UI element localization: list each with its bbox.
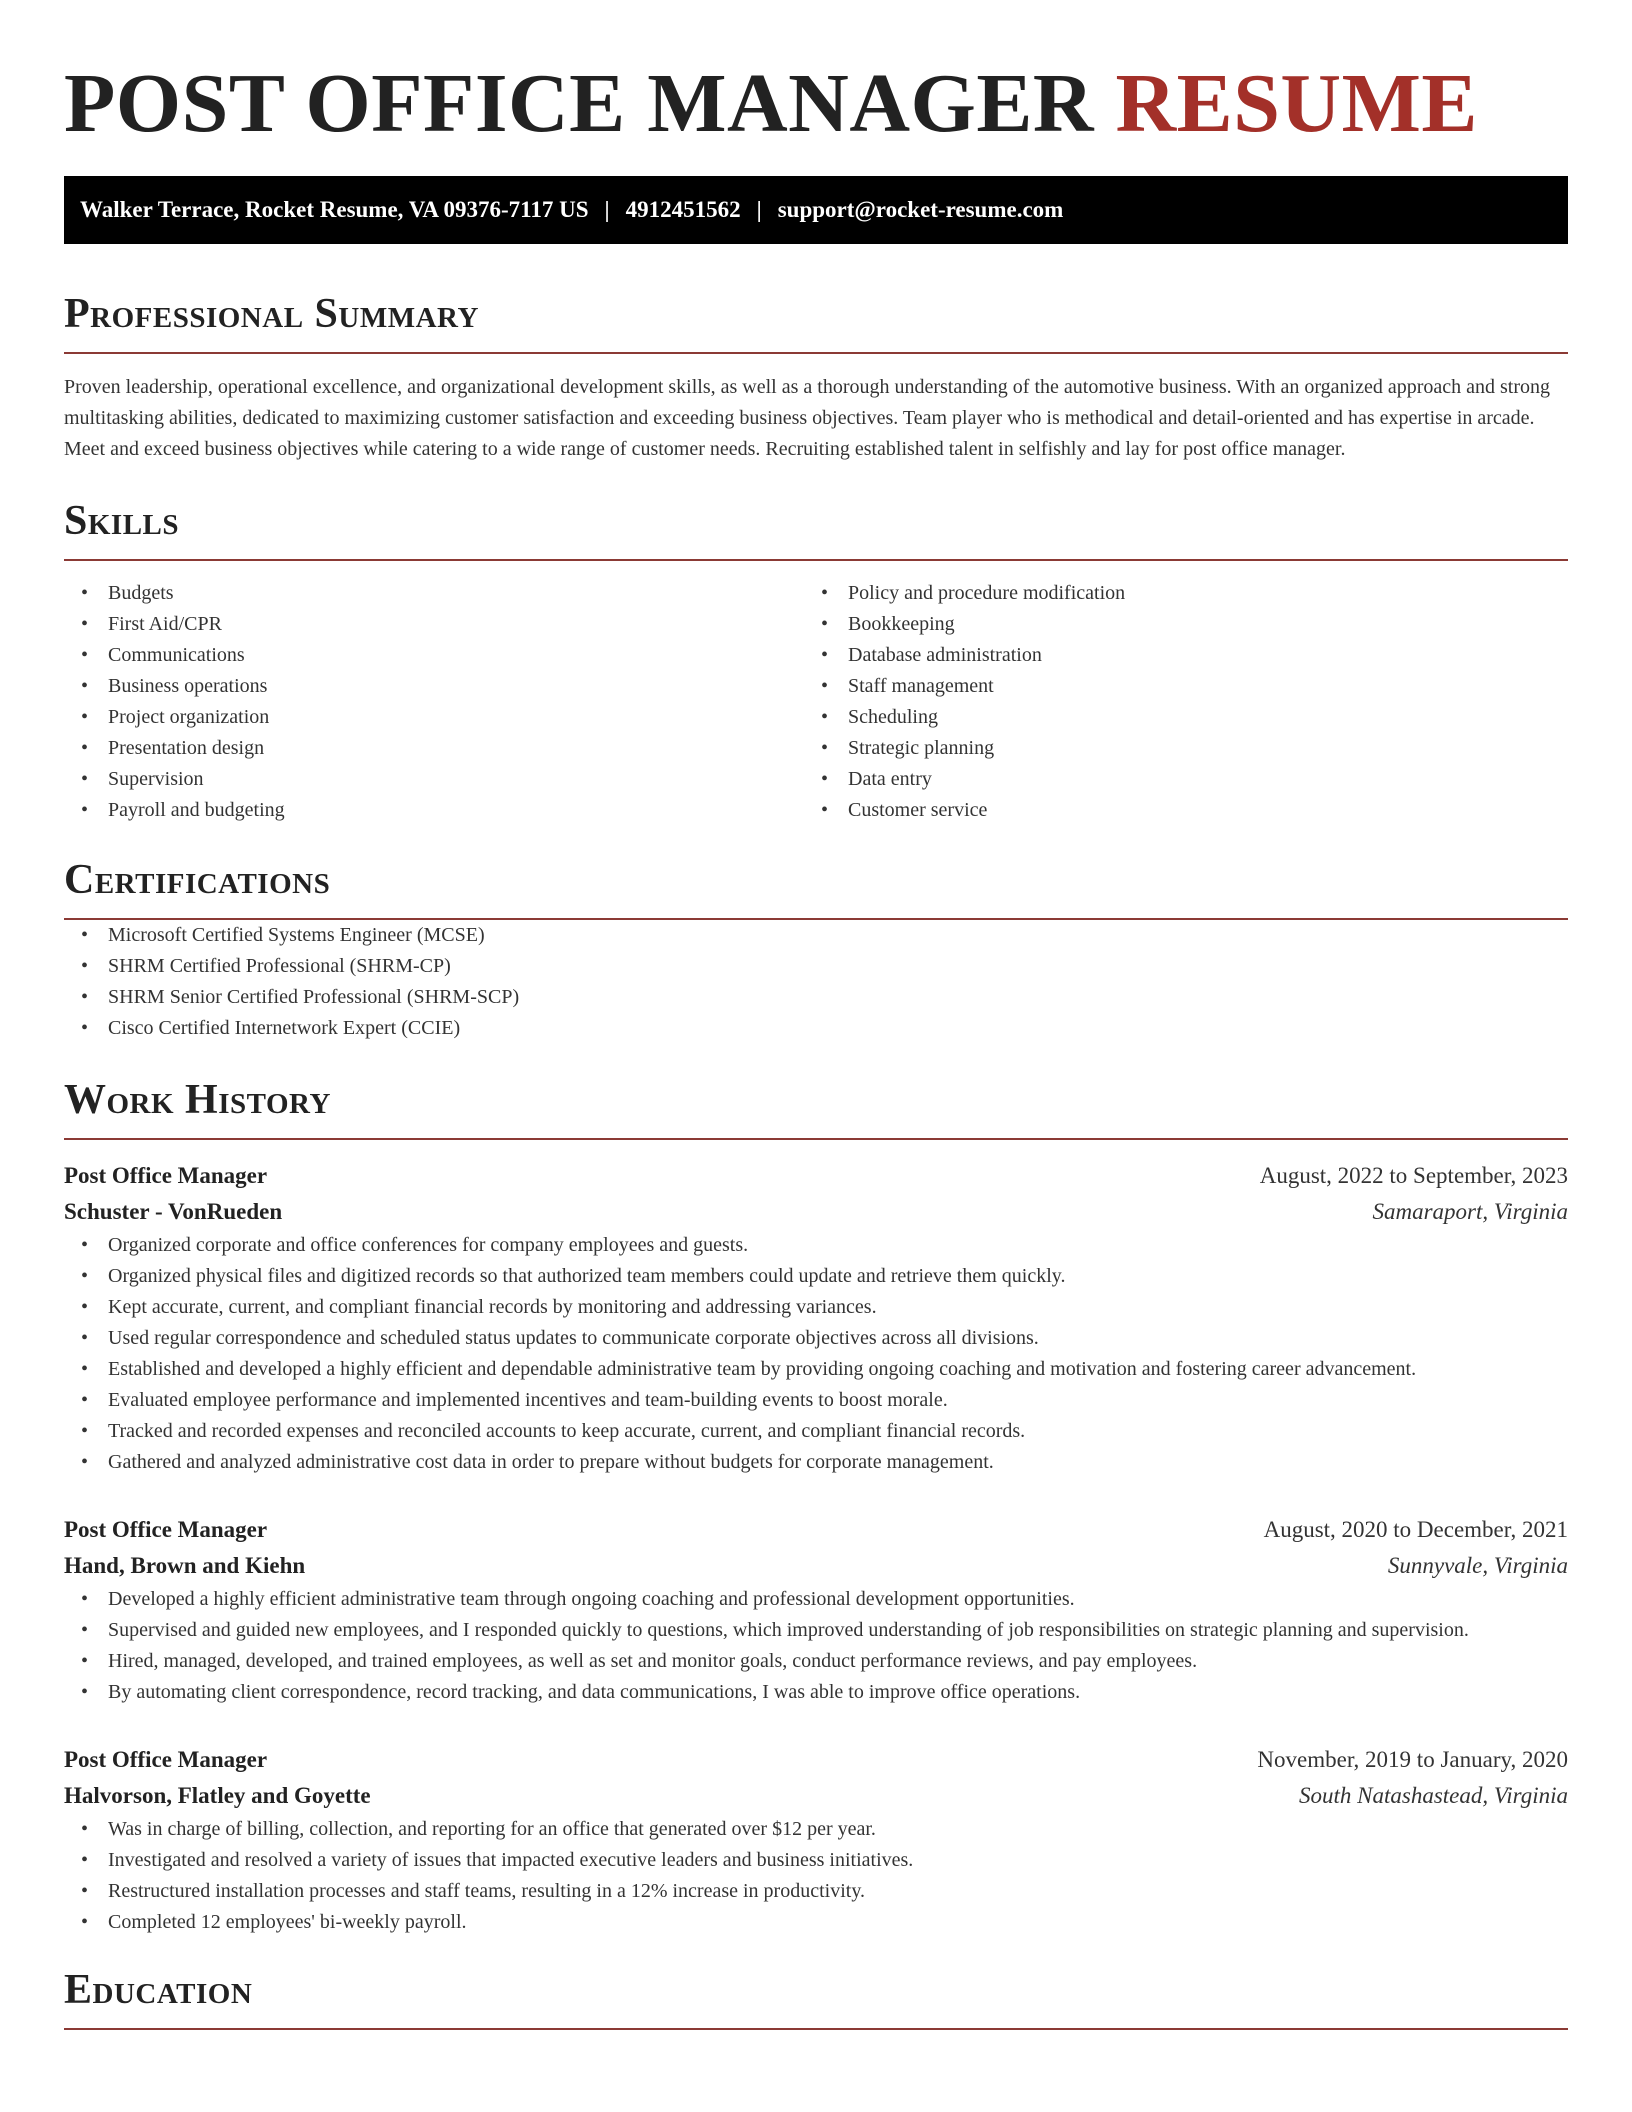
job-duty-item: • By automating client correspondence, record tracking, and data communications, I was able to improve office operations. — [64, 1677, 1568, 1708]
skill-item: • Presentation design — [64, 733, 804, 764]
job-duty-item: • Was in charge of billing, collection, and reporting for an office that generated over $12 per year. — [64, 1814, 1568, 1845]
job-duty-item: • Restructured installation processes and staff teams, resulting in a 12% increase in productivity. — [64, 1876, 1568, 1907]
section-divider — [64, 2028, 1568, 2030]
skill-item: • Data entry — [804, 764, 1544, 795]
job-company-row — [64, 1548, 1568, 1584]
job-company: Schuster - VonRueden — [64, 1199, 283, 1224]
skill-item: • First Aid/CPR — [64, 609, 804, 640]
job-entry — [64, 1158, 1568, 1478]
job-entry — [64, 1742, 1568, 1938]
job-duty-item: • Tracked and recorded expenses and reconciled accounts to keep accurate, current, and compliant financial records. — [64, 1416, 1568, 1447]
summary-section — [64, 288, 1568, 465]
skill-item: • Bookkeeping — [804, 609, 1544, 640]
certification-item: • SHRM Senior Certified Professional (SHRM-SCP) — [64, 982, 1568, 1013]
skill-item: • Staff management — [804, 671, 1544, 702]
job-company: Hand, Brown and Kiehn — [64, 1553, 306, 1578]
skill-item: • Scheduling — [804, 702, 1544, 733]
section-heading-summary: Professional Summary — [64, 291, 479, 337]
skill-item: • Supervision — [64, 764, 804, 795]
skill-item: • Policy and procedure modification — [804, 578, 1544, 609]
skills-grid — [64, 578, 1568, 826]
job-title: Post Office Manager — [64, 1163, 268, 1188]
job-dates: November, 2019 to January, 2020 — [1257, 1747, 1568, 1772]
job-duty-item: • Supervised and guided new employees, and I responded quickly to questions, which improved understanding of job responsibilities on strategic planning and supervision. — [64, 1615, 1568, 1646]
skills-list-right — [804, 578, 1544, 826]
certifications-section — [64, 854, 1568, 1044]
title-main: POST OFFICE MANAGER — [64, 57, 1095, 150]
section-heading-skills: Skills — [64, 498, 180, 544]
skill-item: • Database administration — [804, 640, 1544, 671]
job-title: Post Office Manager — [64, 1517, 268, 1542]
contact-phone: 4912451562 — [625, 197, 741, 222]
job-location: Sunnyvale, Virginia — [1387, 1553, 1568, 1578]
job-duty-item: • Gathered and analyzed administrative cost data in order to prepare without budgets for corporate management. — [64, 1447, 1568, 1478]
contact-bar — [64, 176, 1568, 244]
job-company-row — [64, 1778, 1568, 1814]
work-history-section — [64, 1074, 1568, 1938]
certifications-list — [64, 920, 1568, 1044]
job-dates: August, 2022 to September, 2023 — [1259, 1163, 1568, 1188]
skill-item: • Budgets — [64, 578, 804, 609]
skills-column-right — [804, 578, 1544, 826]
section-divider — [64, 559, 1568, 561]
job-duty-item: • Developed a highly efficient administrative team through ongoing coaching and professional development opportunities. — [64, 1584, 1568, 1615]
title-accent: RESUME — [1115, 57, 1478, 150]
job-dates: August, 2020 to December, 2021 — [1263, 1517, 1568, 1542]
skill-item: • Project organization — [64, 702, 804, 733]
contact-separator: | — [604, 197, 610, 222]
resume-title — [64, 0, 1568, 154]
education-section — [64, 1964, 1568, 2030]
job-location: Samaraport, Virginia — [1372, 1199, 1568, 1224]
certification-item: • SHRM Certified Professional (SHRM-CP) — [64, 951, 1568, 982]
certification-item: • Microsoft Certified Systems Engineer (MCSE) — [64, 920, 1568, 951]
contact-address: Walker Terrace, Rocket Resume, VA 09376-7117 US — [80, 197, 589, 222]
skill-item: • Business operations — [64, 671, 804, 702]
job-header-row — [64, 1742, 1568, 1778]
job-duty-item: • Evaluated employee performance and implemented incentives and team-building events to boost morale. — [64, 1385, 1568, 1416]
skill-item: • Payroll and budgeting — [64, 795, 804, 826]
job-duty-item: • Investigated and resolved a variety of issues that impacted executive leaders and business initiatives. — [64, 1845, 1568, 1876]
skill-item: • Strategic planning — [804, 733, 1544, 764]
skills-section — [64, 495, 1568, 826]
section-heading-education: Education — [64, 1967, 253, 2013]
job-header-row — [64, 1158, 1568, 1194]
job-duty-item: • Kept accurate, current, and compliant financial records by monitoring and addressing variances. — [64, 1292, 1568, 1323]
job-header-row — [64, 1512, 1568, 1548]
section-heading-certifications: Certifications — [64, 857, 331, 903]
job-duty-item: • Established and developed a highly efficient and dependable administrative team by providing ongoing coaching and motivation and fostering career advancement. — [64, 1354, 1568, 1385]
certification-item: • Cisco Certified Internetwork Expert (CCIE) — [64, 1013, 1568, 1044]
job-duties-list — [64, 1584, 1568, 1708]
skills-column-left — [64, 578, 804, 826]
contact-separator: | — [756, 197, 762, 222]
job-duty-item: • Organized physical files and digitized records so that authorized team members could update and retrieve them quickly. — [64, 1261, 1568, 1292]
skill-item: • Customer service — [804, 795, 1544, 826]
job-title: Post Office Manager — [64, 1747, 268, 1772]
job-duties-list — [64, 1230, 1568, 1478]
job-entry — [64, 1512, 1568, 1708]
section-divider — [64, 352, 1568, 354]
job-duty-item: • Completed 12 employees' bi-weekly payroll. — [64, 1907, 1568, 1938]
job-duty-item: • Hired, managed, developed, and trained employees, as well as set and monitor goals, conduct performance reviews, and pay employees. — [64, 1646, 1568, 1677]
job-location: South Natashastead, Virginia — [1299, 1783, 1568, 1808]
section-heading-work-history: Work History — [64, 1077, 331, 1123]
job-duties-list — [64, 1814, 1568, 1938]
summary-text: Proven leadership, operational excellence, and organizational development skills, as well as a thorough understanding of the automotive business. With an organized approach and strong multitasking abilities, dedicated to maximizing customer satisfaction and exceeding business objectives. Team player who is methodical and detail-oriented and has expertise in arcade. Meet and exceed business objectives while catering to a wide range of customer needs. Recruiting established talent in selfishly and lay for post office manager. — [64, 376, 1551, 460]
skill-item: • Communications — [64, 640, 804, 671]
skills-list-left — [64, 578, 804, 826]
job-company: Halvorson, Flatley and Goyette — [64, 1783, 371, 1808]
section-divider — [64, 1138, 1568, 1140]
contact-email: support@rocket-resume.com — [777, 197, 1064, 222]
job-duty-item: • Organized corporate and office conferences for company employees and guests. — [64, 1230, 1568, 1261]
job-duty-item: • Used regular correspondence and scheduled status updates to communicate corporate objectives across all divisions. — [64, 1323, 1568, 1354]
job-company-row — [64, 1194, 1568, 1230]
